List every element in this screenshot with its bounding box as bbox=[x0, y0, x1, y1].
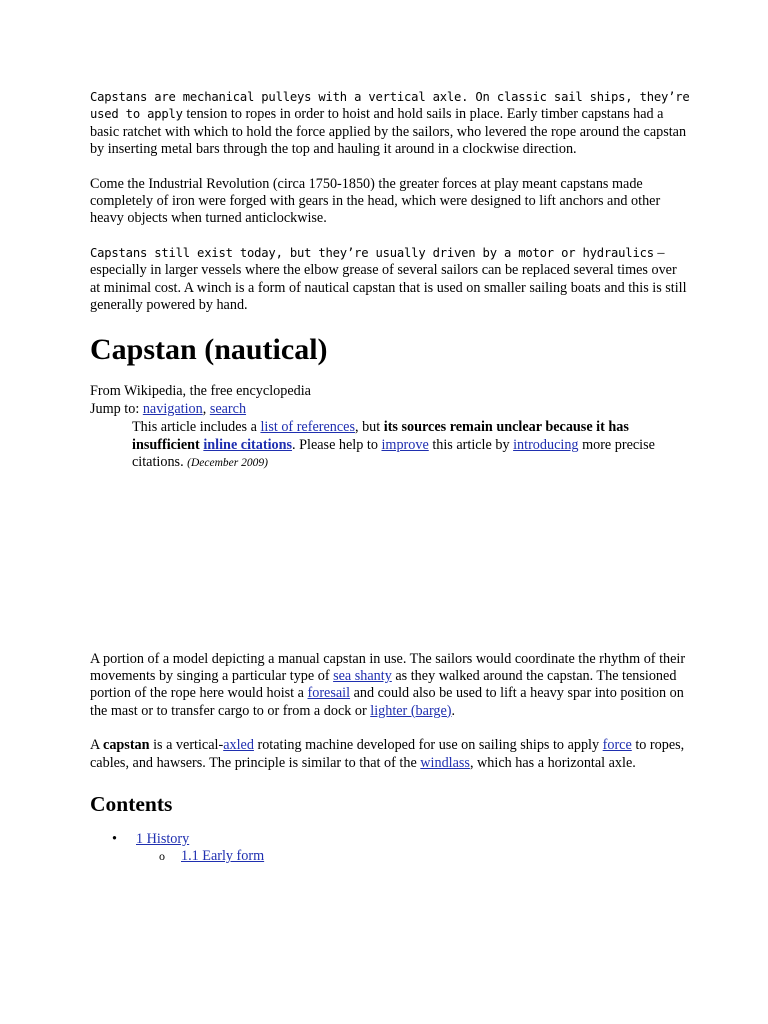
toc-item-early-form bbox=[136, 848, 690, 865]
document-page bbox=[90, 89, 690, 866]
intro-paragraph-3 bbox=[90, 245, 690, 315]
list-of-references-link[interactable]: list of references bbox=[260, 419, 355, 436]
toc-link-history[interactable]: 1 History bbox=[136, 830, 190, 847]
jump-to-label: Jump to: bbox=[90, 400, 143, 417]
definition-text-3: rotating machine developed for use on sailing ships to apply bbox=[253, 737, 603, 754]
caption-text-4: . bbox=[451, 702, 456, 719]
intro-paragraph-1-rest: tension to ropes in order to hoist and hold sails in place. Early timber capstans had a basic ratchet with which to hold the force applied by the sailors, who levered the rope around the capstan by inserting metal bars through the top and hauling it around in a clockwise direction. bbox=[90, 106, 687, 158]
intro-paragraph-3-rest: – especially in larger vessels where the elbow grease of several sailors can be replaced several times over at minimal cost. A winch is a form of nautical capstan that is used on smaller sailing boats and this is still generally powered by hand. bbox=[90, 244, 687, 314]
definition-text-4: to ropes, cables, and hawsers. The principle is similar to that of the bbox=[90, 737, 685, 771]
toc-sub-bullet: o bbox=[159, 849, 165, 864]
definition-text-1: A bbox=[90, 737, 104, 754]
table-of-contents bbox=[90, 831, 690, 866]
jump-separator: , bbox=[202, 400, 210, 417]
definition-bold-term: capstan bbox=[103, 737, 150, 754]
toc-sublist bbox=[136, 848, 690, 865]
inline-citations-link[interactable]: inline citations bbox=[203, 436, 293, 453]
contents-heading: Contents bbox=[90, 791, 173, 816]
jump-to-line bbox=[90, 401, 690, 418]
improve-link[interactable]: improve bbox=[381, 436, 429, 453]
definition-text-2: is a vertical- bbox=[149, 737, 224, 754]
article-title: Capstan (nautical) bbox=[90, 333, 328, 367]
jump-navigation-link[interactable]: navigation bbox=[142, 400, 203, 417]
caption-text-2: as they walked around the capstan. The tensioned portion of the rope here would hoist a bbox=[90, 667, 677, 702]
foresail-link[interactable]: foresail bbox=[307, 685, 351, 702]
caption-text-3: and could also be used to lift a heavy spar into position on the mast or to transfer cargo to or from a dock or bbox=[90, 685, 684, 719]
notice-date: (December 2009) bbox=[187, 457, 268, 470]
intro-paragraph-1 bbox=[90, 89, 690, 159]
intro-paragraph-1-lead: Capstans are mechanical pulleys with a vertical axle. On classic sail ships, they’re used to apply bbox=[90, 90, 690, 122]
axled-link[interactable]: axled bbox=[223, 737, 254, 754]
intro-paragraph-3-lead: Capstans still exist today, but they’re usually driven by a motor or hydraulics bbox=[90, 245, 654, 260]
image-caption bbox=[90, 651, 690, 721]
notice-bold-1: its sources remain unclear because it has insufficient bbox=[132, 419, 629, 453]
jump-search-link[interactable]: search bbox=[209, 400, 247, 417]
notice-text-4: this article by bbox=[428, 436, 514, 453]
article-source: From Wikipedia, the free encyclopedia bbox=[90, 383, 311, 400]
introducing-link[interactable]: introducing bbox=[513, 436, 579, 453]
lighter-barge-link[interactable]: lighter (barge) bbox=[370, 702, 452, 719]
image-placeholder bbox=[90, 473, 690, 651]
toc-link-early-form[interactable]: 1.1 Early form bbox=[181, 848, 265, 865]
intro-paragraph-2: Come the Industrial Revolution (circa 1750-1850) the greater forces at play meant capstans made completely of iron were forged with gears in the head, which were designed to lift anchors and other heavy objects when turned anticlockwise. bbox=[90, 175, 661, 227]
notice-text-3: . Please help to bbox=[292, 436, 382, 453]
toc-bullet: • bbox=[112, 830, 117, 847]
windlass-link[interactable]: windlass bbox=[420, 754, 470, 771]
citation-notice bbox=[132, 419, 690, 472]
sea-shanty-link[interactable]: sea shanty bbox=[333, 667, 392, 684]
toc-item-history bbox=[90, 831, 690, 866]
notice-text-2: , but bbox=[354, 419, 384, 436]
force-link[interactable]: force bbox=[602, 737, 632, 754]
caption-text-1: A portion of a model depicting a manual capstan in use. The sailors would coordinate the rhythm of their movements by singing a particular type of bbox=[90, 650, 686, 684]
notice-text-5: more precise citations. bbox=[132, 436, 655, 471]
notice-text-1: This article includes a bbox=[132, 419, 261, 436]
definition-text-5: , which has a horizontal axle. bbox=[469, 754, 636, 771]
definition-paragraph bbox=[90, 737, 690, 772]
